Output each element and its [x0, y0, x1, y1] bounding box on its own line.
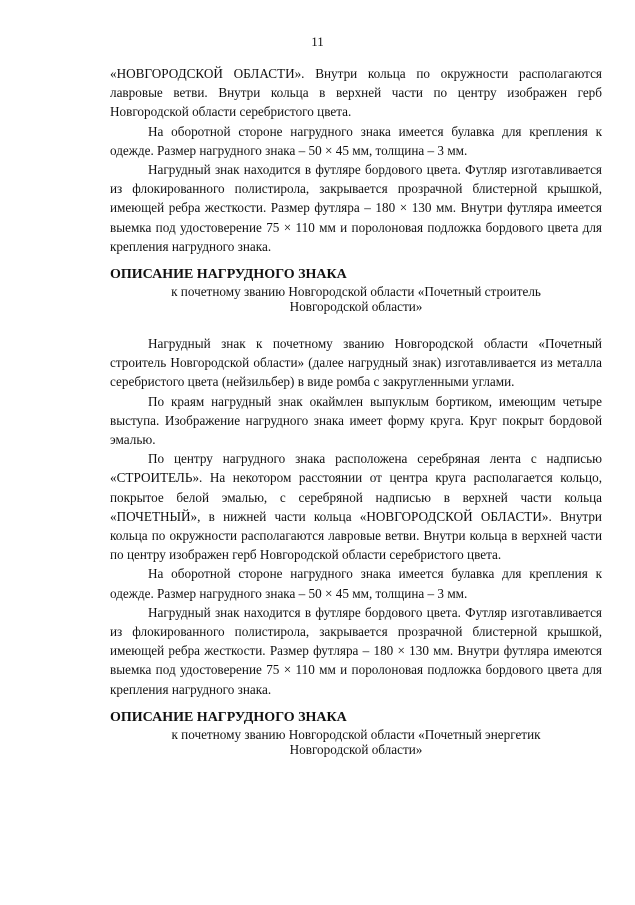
section-subheading-line: Новгородской области» — [289, 741, 423, 757]
paragraph: Нагрудный знак находится в футляре бордового цвета. Футляр изготавливается из флокированного полистирола, закрывается прозрачной блистерной крышкой, имеющей ребра жесткости. Размер футляра – 180 × 130 мм. Внутри футляра имеется выемка под удостоверение 75 × 110 мм и поролоновая подложка бордового цвета для крепления нагрудного знака. — [110, 162, 602, 254]
paragraph: По центру нагрудного знака расположена серебряная лента с надписью «СТРОИТЕЛЬ». На некотором расстоянии от центра круга располагается кольцо, покрытое белой эмалью, с серебряной надписью в верхней части кольца «ПОЧЕТНЫЙ», в нижней части кольца «НОВГОРОДСКОЙ ОБЛАСТИ». Внутри кольца по окружности располагаются лавровые ветви. Внутри кольца в верхней части по центру изображен герб Новгородской области серебристого цвета. — [110, 451, 602, 563]
section-heading: ОПИСАНИЕ НАГРУДНОГО ЗНАКА — [110, 267, 347, 283]
section-subheading-line: к почетному званию Новгородской области «Почетный строитель — [171, 284, 541, 300]
section-subheading-line: Новгородской области» — [289, 299, 423, 315]
paragraph: Нагрудный знак находится в футляре бордового цвета. Футляр изготавливается из флокированного полистирола, закрывается прозрачной блистерной крышкой, имеющей ребра жесткости. Размер футляра – 180 × 130 мм. Внутри футляра имеются выемка под удостоверение 75 × 110 мм и поролоновая подложка бордового цвета для крепления нагрудного знака. — [110, 604, 602, 697]
document-body — [110, 64, 602, 757]
paragraph: Нагрудный знак к почетному званию Новгородской области «Почетный строитель Новгородской области» (далее нагрудный знак) изготавливается из металла серебристого цвета (нейзильбер) в виде ромба с закругленными углами. — [110, 336, 602, 390]
paragraph: По краям нагрудный знак окаймлен выпуклым бортиком, имеющим четыре выступа. Изображение нагрудного знака имеет форму круга. Круг покрыт бордовой эмалью. — [110, 393, 602, 448]
paragraph: «НОВГОРОДСКОЙ ОБЛАСТИ». Внутри кольца по окружности располагаются лавровые ветви. Внутри кольца в верхней части по центру изображен герб Новгородской области серебристого цвета. — [110, 66, 602, 120]
section-heading: ОПИСАНИЕ НАГРУДНОГО ЗНАКА — [110, 709, 347, 725]
section-subheading-line: к почетному званию Новгородской области «Почетный энергетик — [171, 726, 541, 742]
paragraph: На оборотной стороне нагрудного знака имеется булавка для крепления к одежде. Размер нагрудного знака – 50 × 45 мм, толщина – 3 мм. — [110, 566, 602, 601]
paragraph: На оборотной стороне нагрудного знака имеется булавка для крепления к одежде. Размер нагрудного знака – 50 × 45 мм, толщина – 3 мм. — [110, 123, 602, 158]
page-number: 11 — [311, 34, 324, 49]
spacer — [110, 314, 602, 334]
